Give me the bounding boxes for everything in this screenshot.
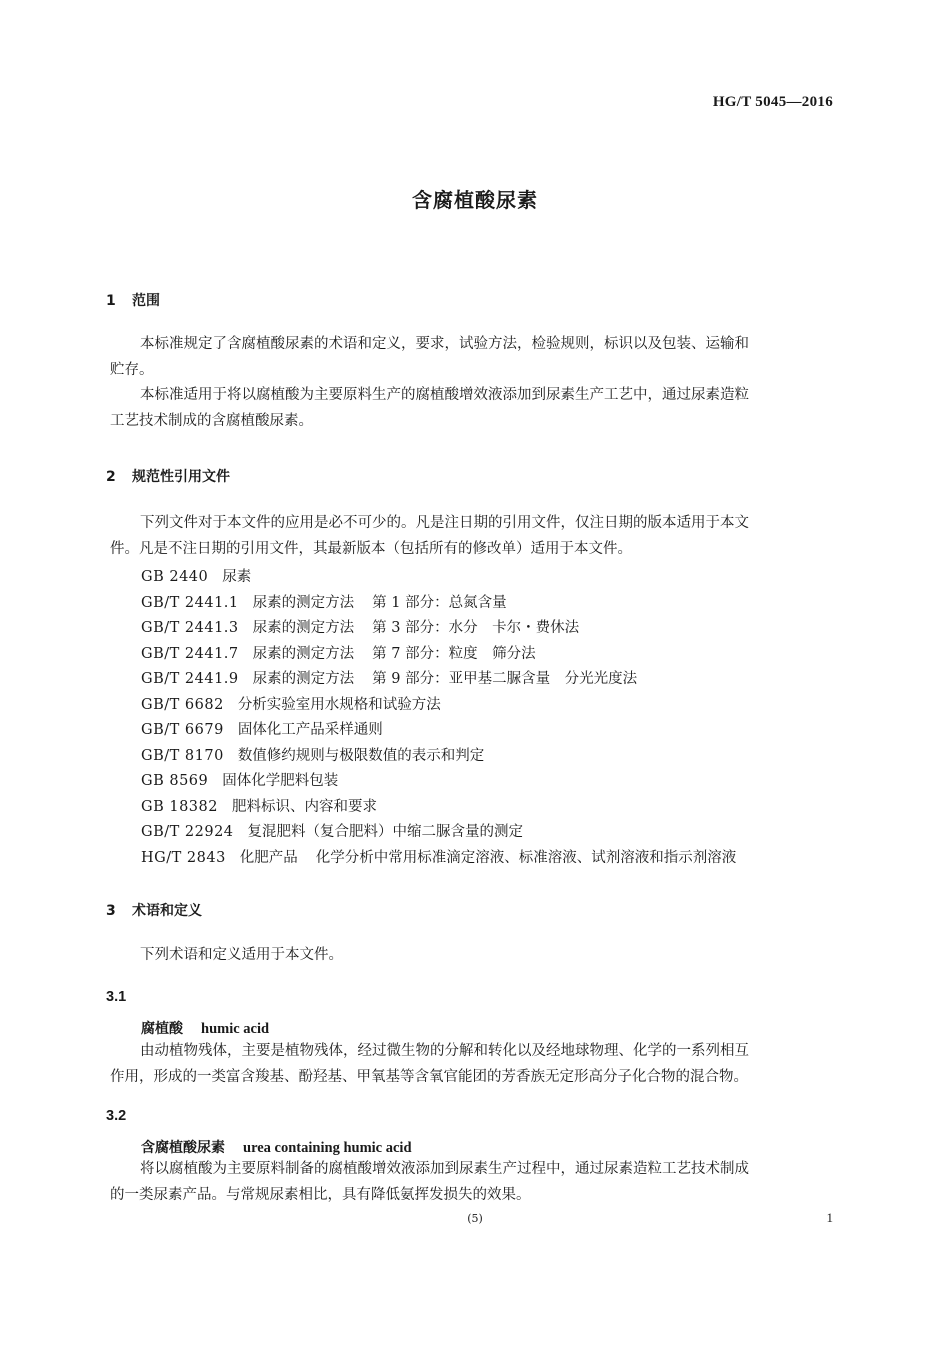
reference-code: GB 18382	[141, 798, 218, 815]
reference-code: GB 2440	[141, 569, 209, 585]
reference-code: GB 8569	[141, 773, 209, 789]
text-line: 下列文件对于本文件的应用是必不可少的。凡是注日期的引用文件，仅注日期的版本适用于本文	[140, 515, 749, 531]
reference-title: 尿素的测定方法	[252, 671, 355, 687]
section-2-body	[110, 511, 840, 562]
reference-title: 复混肥料（复合肥料）中缩二脲含量的测定	[247, 824, 524, 840]
reference-title: 肥料标识、内容和要求	[231, 798, 377, 815]
term-heading	[141, 1018, 269, 1038]
section-title: 范围	[132, 293, 160, 309]
text-line: 工艺技术制成的含腐植酸尿素。	[110, 412, 313, 429]
reference-title: 化肥产品	[239, 849, 298, 866]
section-1-heading	[106, 290, 160, 310]
term-definition	[110, 1039, 840, 1090]
reference-item	[141, 820, 736, 846]
section-3-heading	[106, 900, 202, 920]
section-number: 1	[106, 293, 116, 309]
reference-code: HG/T 2843	[141, 849, 226, 866]
reference-part: 第 9 部分：亚甲基二脲含量 分光光度法	[372, 671, 638, 687]
reference-item	[141, 718, 736, 744]
term-zh: 腐植酸	[141, 1021, 183, 1037]
reference-title: 数值修约规则与极限数值的表示和判定	[237, 747, 485, 764]
reference-title: 尿素	[222, 569, 252, 585]
section-title: 术语和定义	[132, 903, 202, 919]
reference-part: 第 3 部分：水分 卡尔・费休法	[372, 620, 580, 636]
text-line: 由动植物残体，主要是植物残体，经过微生物的分解和转化以及经地球物理、化学的一系列相互	[140, 1043, 749, 1059]
section-3-intro	[110, 943, 840, 969]
text-line: 作用，形成的一类富含羧基、酚羟基、甲氧基等含氧官能团的芳香族无定形高分子化合物的混合物。	[110, 1068, 748, 1085]
reference-part: 第 1 部分：总氮含量	[372, 594, 507, 611]
text-line: 的一类尿素产品。与常规尿素相比，具有降低氨挥发损失的效果。	[110, 1186, 531, 1203]
section-1-body	[110, 332, 840, 434]
reference-item	[141, 693, 736, 719]
document-title: 含腐植酸尿素	[412, 188, 538, 212]
text-line: 件。凡是不注日期的引用文件，其最新版本（包括所有的修改单）适用于本文件。	[110, 540, 632, 557]
text-line: 下列术语和定义适用于本文件。	[140, 947, 343, 963]
reference-item	[141, 591, 736, 617]
reference-part: 化学分析中常用标准滴定溶液、标准溶液、试剂溶液和指示剂溶液	[315, 849, 737, 866]
reference-item	[141, 616, 736, 642]
reference-code: GB/T 6679	[141, 722, 224, 738]
reference-item	[141, 565, 736, 591]
term-en: urea containing humic acid	[243, 1140, 412, 1156]
term-en: humic acid	[201, 1021, 270, 1037]
reference-title: 尿素的测定方法	[252, 594, 355, 611]
reference-code: GB/T 6682	[141, 696, 224, 713]
text-line: 本标准规定了含腐植酸尿素的术语和定义，要求，试验方法，检验规则，标识以及包装、运输和	[140, 336, 749, 352]
page-number: 1	[826, 1210, 833, 1225]
reference-title: 尿素的测定方法	[252, 620, 355, 636]
text-line: 本标准适用于将以腐植酸为主要原料生产的腐植酸增效液添加到尿素生产工艺中，通过尿素造粒	[140, 387, 749, 403]
reference-code: GB/T 8170	[141, 747, 224, 764]
term-number: 3.1	[106, 989, 127, 1005]
section-2-heading	[106, 466, 230, 486]
text-line: 将以腐植酸为主要原料制备的腐植酸增效液添加到尿素生产过程中，通过尿素造粒工艺技术制成	[140, 1161, 749, 1177]
reference-item	[141, 795, 736, 821]
reference-title: 固体化工产品采样通则	[237, 722, 383, 738]
reference-code: GB/T 2441.3	[141, 620, 239, 636]
reference-title: 固体化学肥料包装	[222, 773, 339, 789]
term-heading	[141, 1137, 412, 1157]
reference-item	[141, 769, 736, 795]
reference-code: GB/T 2441.1	[141, 594, 239, 611]
reference-code: GB/T 22924	[141, 824, 234, 840]
reference-item	[141, 642, 736, 668]
reference-part: 第 7 部分：粒度 筛分法	[372, 645, 536, 662]
term-definition	[110, 1157, 840, 1208]
section-title: 规范性引用文件	[132, 469, 230, 485]
footer-sequence: (5)	[467, 1212, 483, 1225]
text-line: 贮存。	[110, 361, 154, 378]
reference-title: 分析实验室用水规格和试验方法	[237, 696, 441, 713]
reference-code: GB/T 2441.7	[141, 645, 239, 662]
reference-code: GB/T 2441.9	[141, 671, 239, 687]
reference-title: 尿素的测定方法	[252, 645, 355, 662]
standard-code: HG/T 5045—2016	[712, 94, 833, 110]
reference-item	[141, 667, 736, 693]
term-number: 3.2	[106, 1108, 127, 1124]
reference-item	[141, 846, 736, 872]
reference-item	[141, 744, 736, 770]
reference-list	[141, 565, 736, 871]
term-zh: 含腐植酸尿素	[141, 1140, 225, 1156]
section-number: 2	[106, 469, 116, 485]
section-number: 3	[106, 903, 116, 919]
